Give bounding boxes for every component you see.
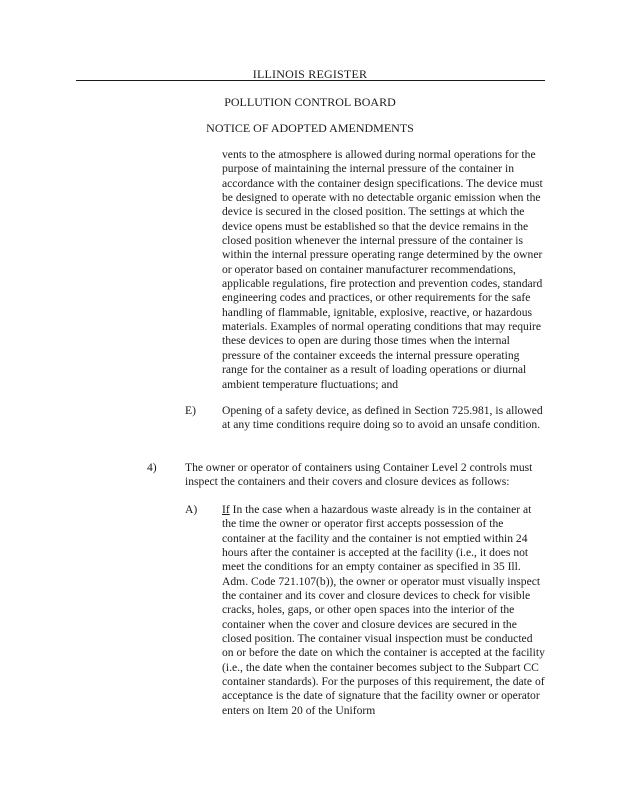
board-name: POLLUTION CONTROL BOARD [224, 95, 396, 109]
item-e-label: E) [185, 404, 196, 417]
item-e [185, 404, 545, 433]
item-a-label: A) [185, 503, 198, 516]
item-a-text: In the case when a hazardous waste already is in the container at the time the owner or operator first accepts possession of the container at the facility and the container is not emptied within 24 hours after the container is accepted at the facility (i.e., it does not meet the conditions for an empty container as specified in 35 Ill. Adm. Code 721.107(b)), the owner or operator must visually inspect the container and its cover and closure devices to check for visible cracks, holes, gaps, or other open spaces into the interior of the container when the cover and closure devices are secured in the closed position. The container visual inspection must be conducted on or before the date on which the container is accepted at the facility (i.e., the date when the container becomes subject to the Subpart CC container standards). For the purposes of this requirement, the date of acceptance is the date of signature that the facility owner or operator enters on Item 20 of the Uniform [222, 503, 545, 717]
item-4-label: 4) [147, 461, 157, 474]
item-a-underlined-word: If [222, 503, 230, 516]
continuation-paragraph: vents to the atmosphere is allowed during normal operations for the purpose of maintaining the internal pressure of the container in accordance with the container design specifications. The device must be designed to operate with no detectable organic emission when the device is secured in the closed position. The settings at which the device opens must be established so that the device remains in the closed position whenever the internal pressure of the container is within the internal pressure operating range determined by the owner or operator based on container manufacturer recommendations, applicable regulations, fire protection and prevention codes, standard engineering codes and practices, or other requirements for the safe handling of flammable, ignitable, explosive, reactive, or hazardous materials. Examples of normal operating conditions that may require these devices to open are during those times when the internal pressure of the container exceeds the internal pressure operating range for the container as a result of loading operations or diurnal ambient temperature fluctuations; and [222, 148, 543, 391]
item-e-text: Opening of a safety device, as defined in Section 725.981, is allowed at any time conditions require doing so to avoid an unsafe condition. [222, 404, 543, 432]
item-4-text: The owner or operator of containers using Container Level 2 controls must inspect the containers and their covers and closure devices as follows: [185, 461, 533, 489]
item-a-paragraph [222, 503, 545, 718]
register-header-title: ILLINOIS REGISTER [252, 67, 368, 81]
item-4 [147, 461, 545, 490]
notice-title: NOTICE OF ADOPTED AMENDMENTS [206, 121, 414, 135]
item-a [185, 503, 545, 718]
header-rule [76, 80, 545, 81]
